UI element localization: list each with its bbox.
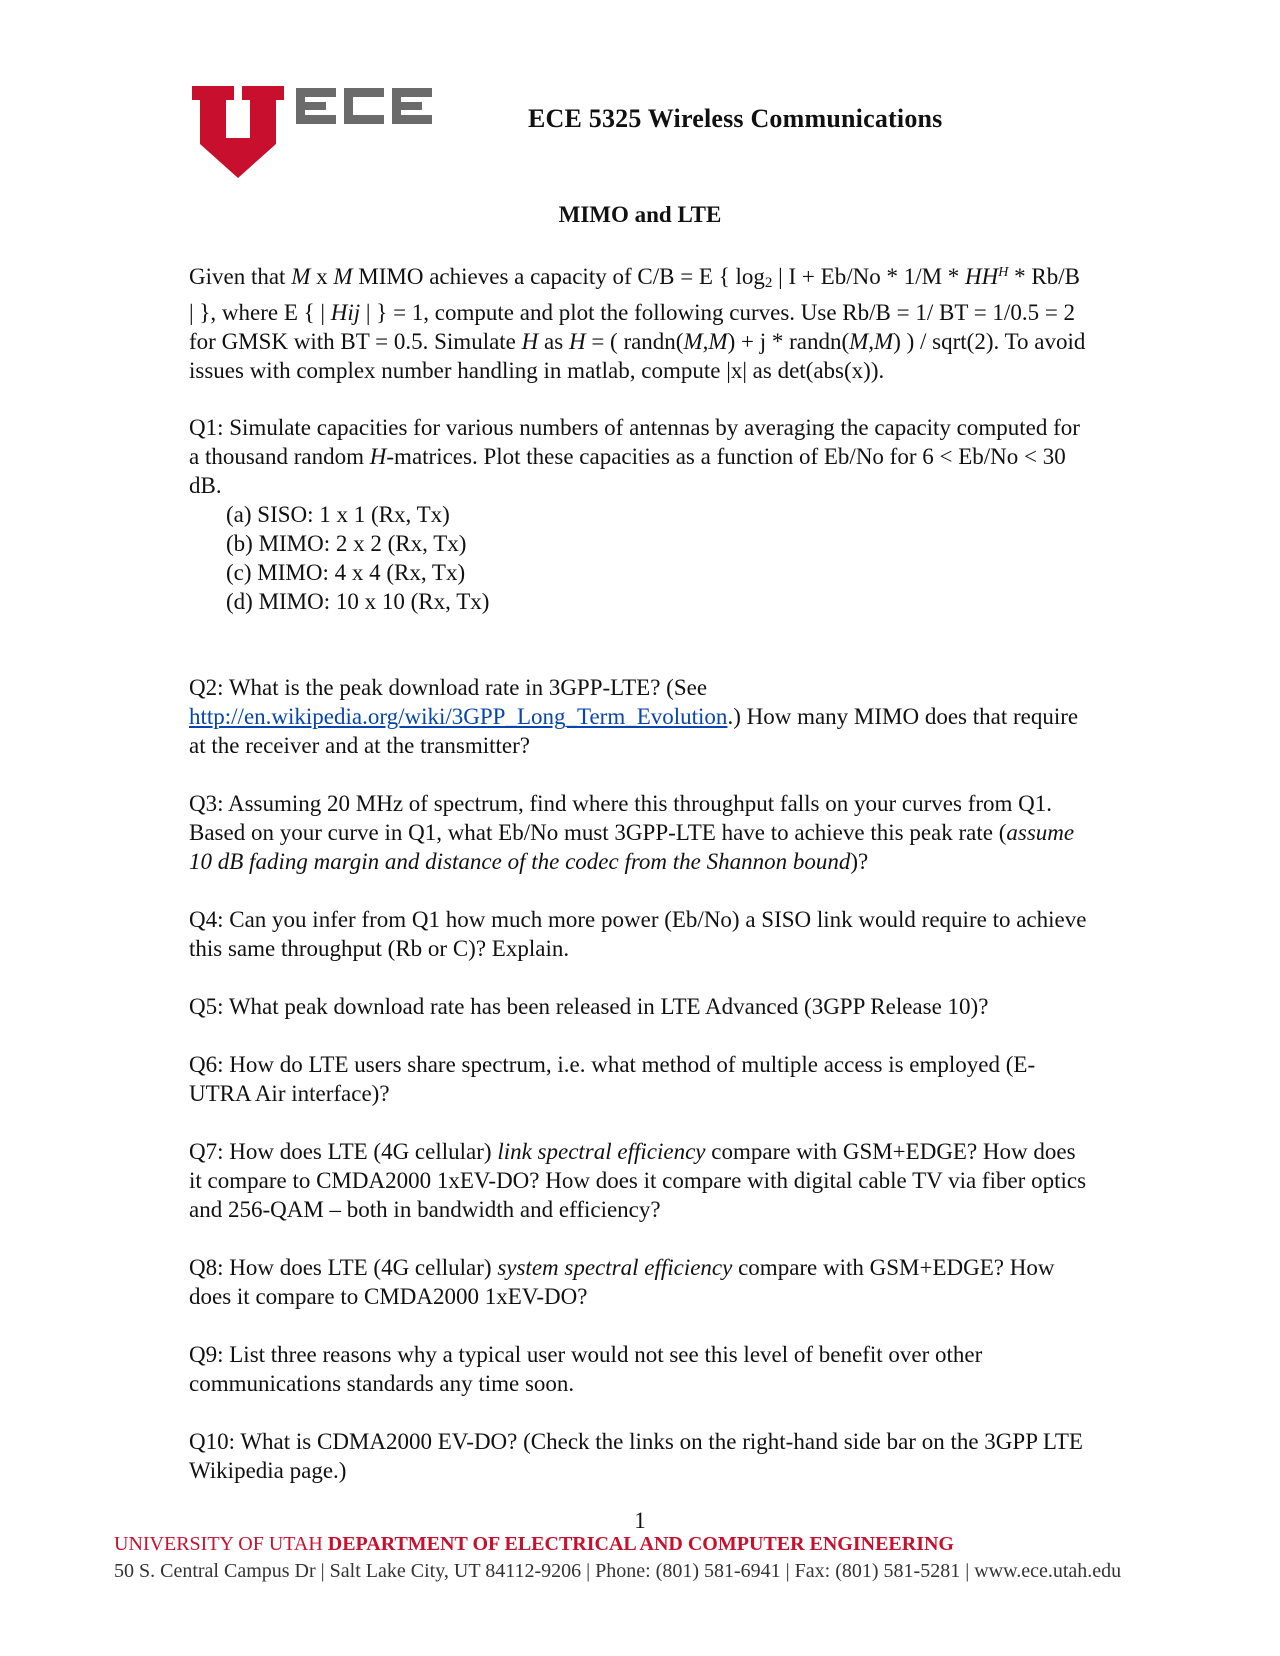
wikipedia-lte-link[interactable]: http://en.wikipedia.org/wiki/3GPP_Long_Term_Evolution bbox=[189, 704, 728, 729]
question-7: Q7: How does LTE (4G cellular) link spectral efficiency compare with GSM+EDGE? How does it compare to CMDA2000 1xEV-DO? How does it compare with digital cable TV via fiber optics and 256-QAM – both in bandwidth and efficiency? bbox=[189, 1139, 1087, 1222]
document-body bbox=[189, 258, 1089, 1514]
list-item: (d) MIMO: 10 x 10 (Rx, Tx) bbox=[226, 589, 490, 614]
question-3: Q3: Assuming 20 MHz of spectrum, find where this throughput falls on your curves from Q1. Based on your curve in Q1, what Eb/No must 3GPP-LTE have to achieve this peak rate (assume 10 dB fading margin and distance of the codec from the Shannon bound)? bbox=[189, 791, 1075, 874]
course-title: ECE 5325 Wireless Communications bbox=[528, 104, 943, 133]
question-4: Q4: Can you infer from Q1 how much more power (Eb/No) a SISO link would require to achieve this same throughput (Rb or C)? Explain. bbox=[189, 907, 1087, 961]
university-u-logo-icon bbox=[192, 86, 462, 182]
footer-department: DEPARTMENT OF ELECTRICAL AND COMPUTER ENGINEERING bbox=[327, 1533, 954, 1555]
question-8: Q8: How does LTE (4G cellular) system spectral efficiency compare with GSM+EDGE? How does it compare to CMDA2000 1xEV-DO? bbox=[189, 1255, 1055, 1309]
list-item: (a) SISO: 1 x 1 (Rx, Tx) bbox=[226, 502, 450, 527]
question-6: Q6: How do LTE users share spectrum, i.e. what method of multiple access is employed (E-UTRA Air interface)? bbox=[189, 1052, 1036, 1106]
question-10: Q10: What is CDMA2000 EV-DO? (Check the links on the right-hand side bar on the 3GPP LTE Wikipedia page.) bbox=[189, 1429, 1083, 1483]
footer-address: 50 S. Central Campus Dr | Salt Lake City, UT 84112-9206 | Phone: (801) 581-6941 | Fax: (801) 581-5281 | www.ece.utah.edu bbox=[114, 1560, 1122, 1582]
footer-university-line bbox=[114, 1533, 954, 1556]
footer-university: UNIVERSITY OF UTAH bbox=[114, 1533, 328, 1555]
list-item: (b) MIMO: 2 x 2 (Rx, Tx) bbox=[226, 531, 467, 556]
q1-antenna-list bbox=[189, 500, 1089, 616]
question-1: Q1: Simulate capacities for various numbers of antennas by averaging the capacity computed for a thousand random H-matrices. Plot these capacities as a function of Eb/No for 6 < Eb/No < 30 dB. bbox=[189, 415, 1080, 498]
question-9: Q9: List three reasons why a typical user would not see this level of benefit over other communications standards any time soon. bbox=[189, 1342, 983, 1396]
document-title: MIMO and LTE bbox=[558, 202, 722, 227]
list-item: (c) MIMO: 4 x 4 (Rx, Tx) bbox=[226, 560, 466, 585]
intro-paragraph: Given that M x M MIMO achieves a capacity of C/B = E { $\log_2$ | $I + Eb/No * 1/M * HH^H * Rb/B$ | }, where E { | Hij | } = 1, compute and plot the following curves. Use Rb/B = 1/ BT = 1/0.5 = 2 for GMSK with BT = 0.5. Simulate H as H = ( randn(M,M) + j * randn(M,M) ) / sqrt(2). To avoid issues with complex number handling in matlab, compute |x| as det(abs(x)). bbox=[189, 264, 1086, 383]
page-number: 1 bbox=[634, 1508, 646, 1533]
question-2: Q2: What is the peak download rate in 3GPP-LTE? (See http://en.wikipedia.org/wiki/3GPP_Long_Term_Evolution.) How many MIMO does that require at the receiver and at the transmitter? bbox=[189, 675, 1079, 758]
ece-letters-icon bbox=[296, 88, 432, 124]
ece-logo bbox=[192, 86, 462, 182]
question-5: Q5: What peak download rate has been released in LTE Advanced (3GPP Release 10)? bbox=[189, 994, 989, 1019]
